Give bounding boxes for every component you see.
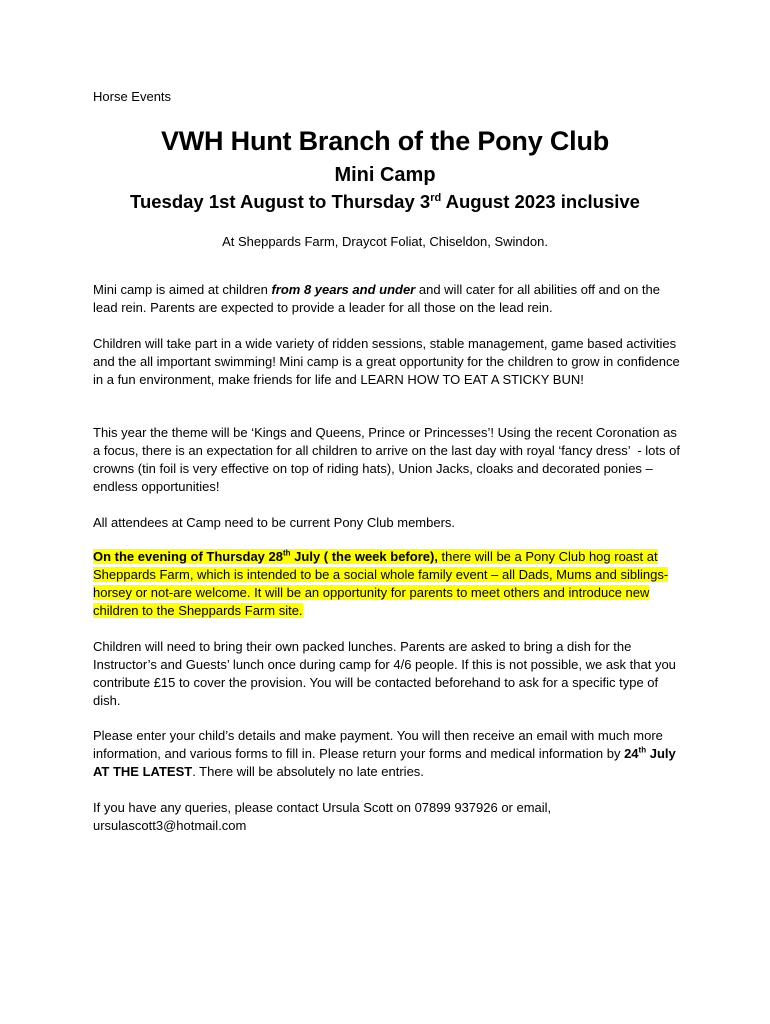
p5-bold2: July ( the week before), [290, 549, 438, 564]
p7-text-c: . There will be absolutely no late entries. [192, 764, 424, 779]
p5-bold1: On the evening of Thursday 28 [93, 549, 283, 564]
page-title: VWH Hunt Branch of the Pony Club [160, 126, 610, 156]
header-label: Horse Events [93, 89, 172, 104]
p1-text-c: and will cater for all abilities off and on the lead rein. Parents are expected to provide a leader for all those on the lead rein. [93, 282, 660, 315]
contact-email-link[interactable]: ursulascott3@hotmail.com [93, 818, 247, 833]
dates-part1: Tuesday 1st August to Thursday 3 [130, 191, 431, 212]
venue-line: At Sheppards Farm, Draycot Foliat, Chiseldon, Swindon. [222, 234, 548, 249]
paragraph-lunches: Children will need to bring their own packed lunches. Parents are asked to bring a dish for the Instructor’s and Guests’ lunch once during camp for 4/6 people. If this is not possible, we ask that you contribute £15 to cover the provision. You will be contacted beforehand to ask for a specific type of dish. [93, 639, 676, 708]
paragraph-registration [93, 727, 683, 781]
p8-text-a: If you have any queries, please contact Ursula Scott on 07899 937926 or email, [93, 800, 552, 815]
hog-roast-highlight [93, 549, 668, 618]
page-subtitle: Mini Camp [334, 164, 436, 186]
paragraph-membership: All attendees at Camp need to be current Pony Club members. [93, 515, 456, 530]
p1-age-emphasis: from 8 years and under [271, 282, 416, 297]
paragraph-theme: This year the theme will be ‘Kings and Queens, Prince or Princesses’! Using the recent Coronation as a focus, there is an expectation for all children to arrive on the last day with royal ‘fancy dress’ - lots of crowns (tin foil is very effective on top of riding hats), Union Jacks, cloaks and decorated ponies – endless opportunities! [93, 425, 680, 494]
p7-sup: th [638, 745, 647, 755]
event-dates [0, 191, 770, 213]
dates-part2: August 2023 inclusive [441, 191, 640, 212]
paragraph-activities: Children will take part in a wide variety of ridden sessions, stable management, game based activities and the all important swimming! Mini camp is a great opportunity for the children to grow in confidence in a fun environment, make friends for life and LEARN HOW TO EAT A STICKY BUN! [93, 336, 680, 387]
dates-sup: rd [430, 191, 442, 204]
paragraph-age [93, 281, 683, 317]
paragraph-contact [93, 799, 683, 835]
p7-bold1: 24 [624, 746, 639, 761]
paragraph-hog-roast [93, 548, 683, 620]
p5-rest: there will be a Pony Club hog roast at Sheppards Farm, which is intended to be a social whole family event – all Dads, Mums and siblings-horsey or not-are welcome. It will be an opportunity for parents to meet others and introduce new children to the Sheppards Farm site. [93, 549, 669, 618]
p7-bold2: July AT THE LATEST [93, 746, 676, 779]
p7-text-a: Please enter your child’s details and make payment. You will then receive an email with much more information, and various forms to fill in. Please return your forms and medical information by [93, 728, 663, 761]
p1-text-a: Mini camp is aimed at children [93, 282, 272, 297]
p5-sup: th [282, 548, 291, 558]
